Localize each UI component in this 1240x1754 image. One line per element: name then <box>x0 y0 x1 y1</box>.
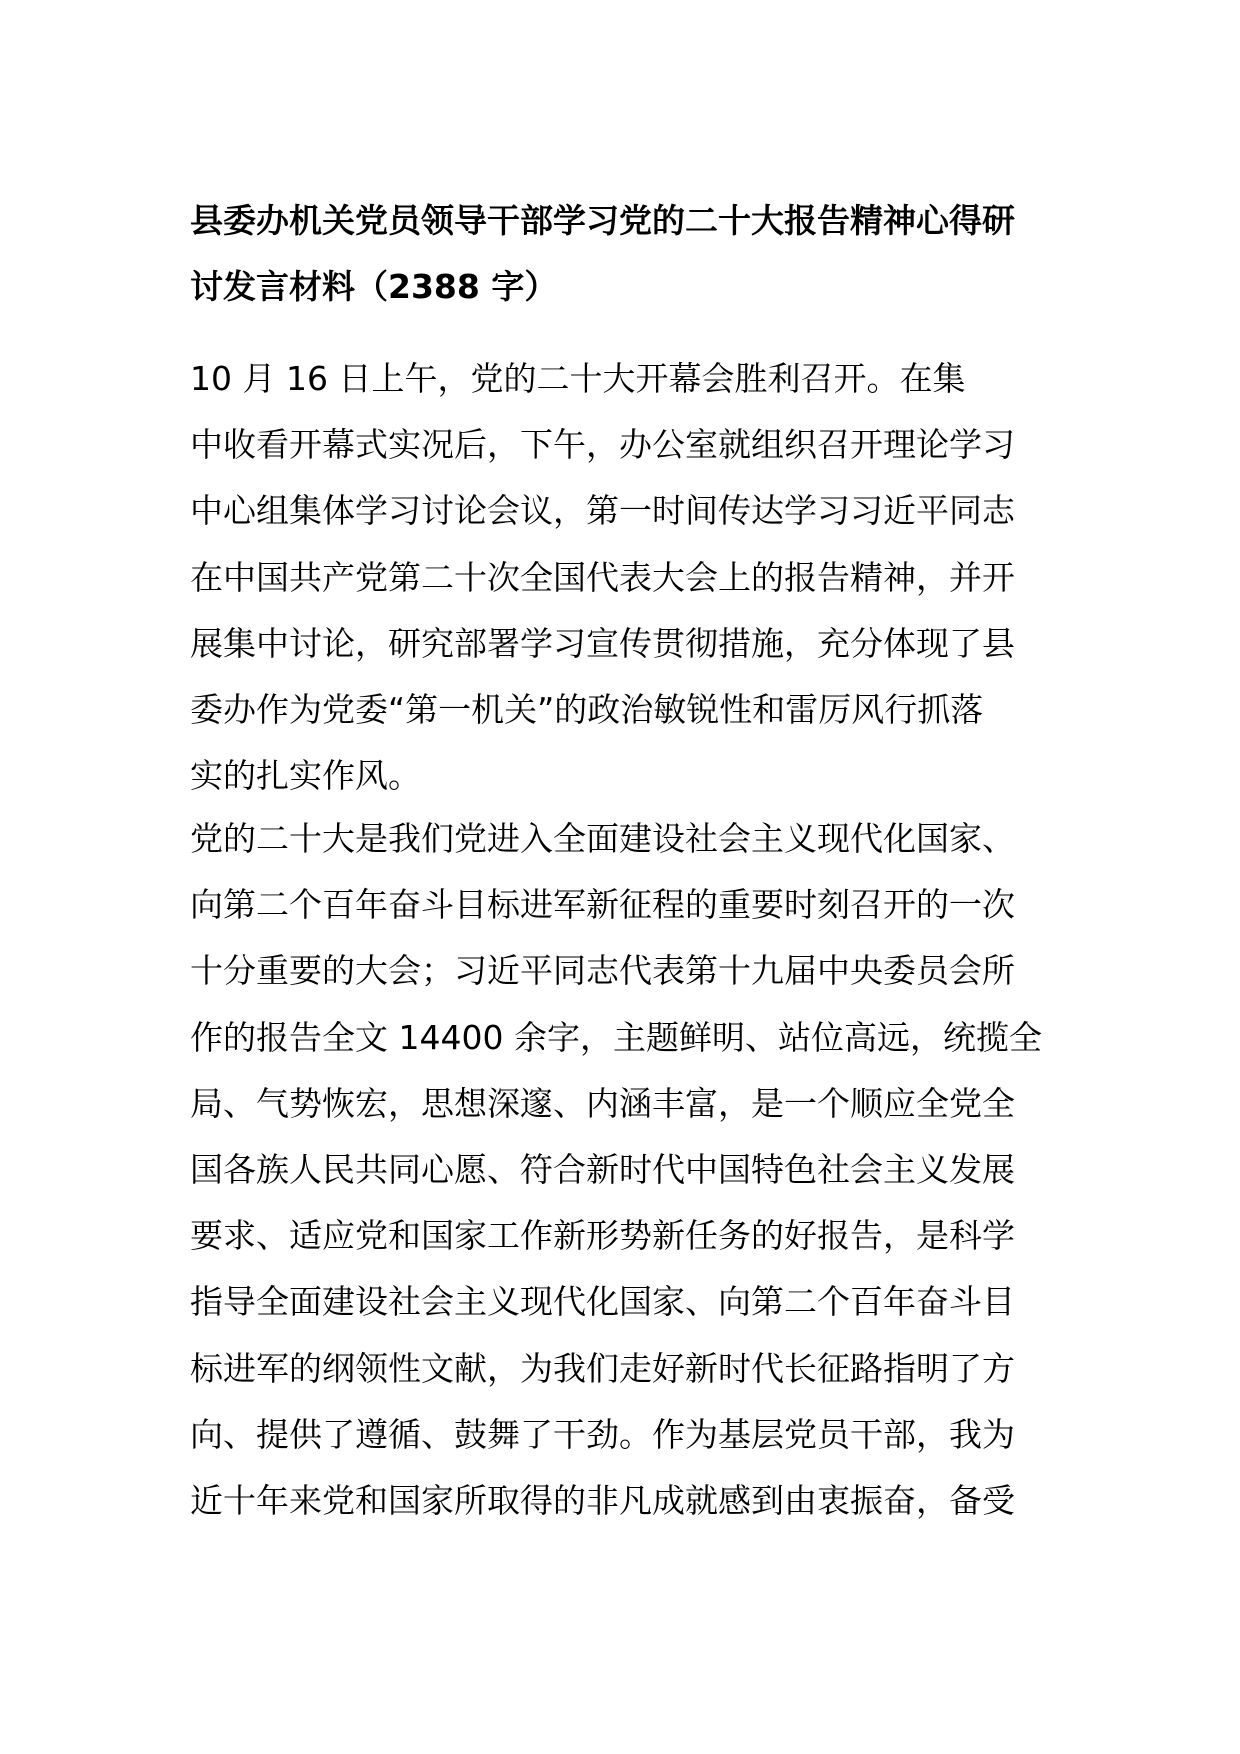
paragraph-2: 党的二十大是我们党进入全面建设社会主义现代化国家、 向第二个百年奋斗目标进军新征程的重要时刻召开的一次 十分重要的大会；习近平同志代表第十九届中央委员会所 作的报告全文 14400 余字，主题鲜明、站位高远，统揽全 局、气势恢宏，思想深邃、内涵丰富，是一个顺应全党全 国各族人民共同心愿、符合新时代中国特色社会主义发展 要求、适应党和国家工作新形势新任务的好报告，是科学 指导全面建设社会主义现代化国家、向第二个百年奋斗目 标进军的纲领性文献，为我们走好新时代长征路指明了方 向、提供了遵循、鼓舞了干劲。作为基层党员干部，我为 近十年来党和国家所取得的非凡成就感到由衷振奋，备受 <box>190 819 1042 1521</box>
document-title: 县委办机关党员领导干部学习党的二十大报告精神心得研 讨发言材料（2388 字） <box>190 201 1015 306</box>
paragraph-1: 10 月 16 日上午，党的二十大开幕会胜利召开。在集 中收看开幕式实况后，下午，办公室就组织召开理论学习 中心组集体学习讨论会议，第一时间传达学习习近平同志 在中国共产党第二十次全国代表大会上的报告精神，并开 展集中讨论，研究部署学习宣传贯彻措施，充分体现了县 委办作为党委“第一机关”的政治敏锐性和雷厉风行抓落 实的扎实作风。 <box>190 359 1015 796</box>
